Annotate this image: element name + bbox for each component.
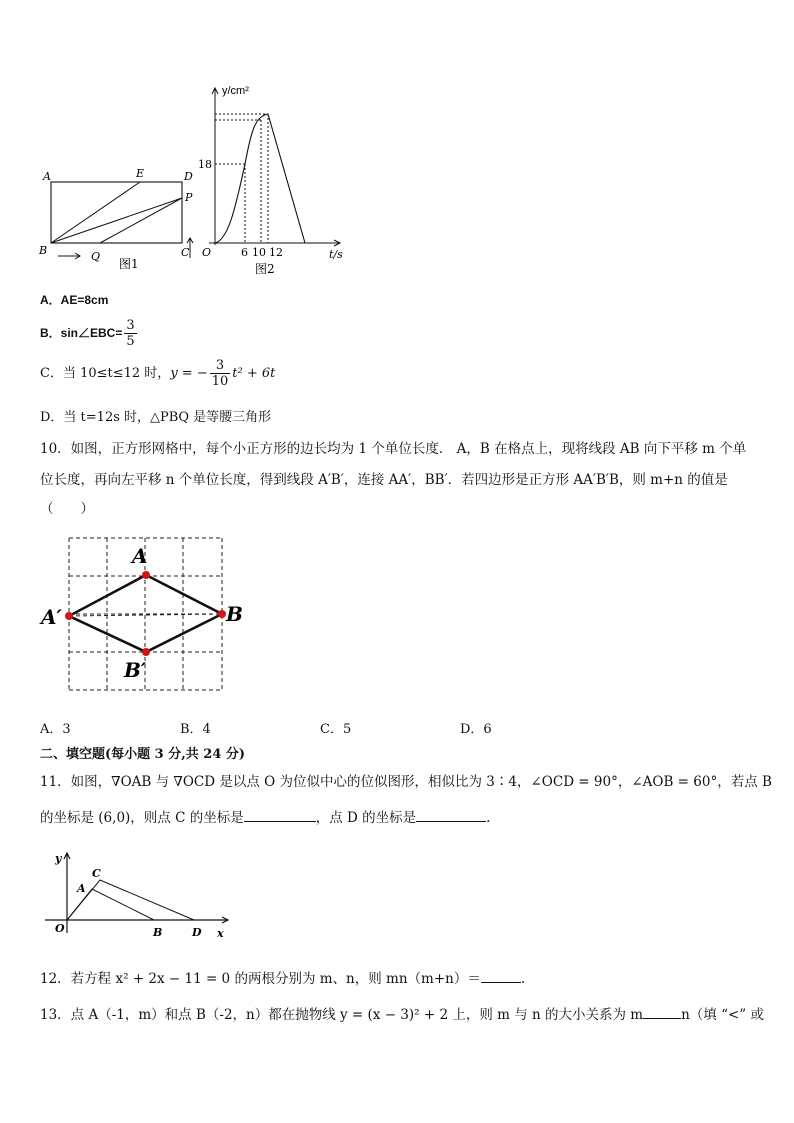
x-tick-10: 10	[252, 246, 266, 259]
label-b: B	[39, 244, 48, 257]
label-p: P	[185, 191, 193, 204]
label-y: y	[55, 852, 62, 865]
x-tick-12: 12	[269, 246, 283, 259]
label-a: A	[132, 544, 148, 568]
label-b: B	[153, 926, 163, 939]
point-a	[142, 571, 150, 579]
caption-fig1: 图1	[119, 257, 139, 271]
q9-option-b-fraction	[124, 318, 136, 349]
label-d: D	[184, 170, 193, 183]
q10-line3: （ ）	[40, 501, 94, 517]
label-x: x	[217, 927, 224, 940]
q9-option-b-prefix: B．sin∠EBC=	[40, 326, 123, 340]
triangle-ocd	[67, 880, 194, 920]
q10-option-a: A．3	[40, 722, 71, 737]
q10-line2: 位长度，再向左平移 n 个单位长度，得到线段 A′B′，连接 AA′，BB′．若四边形是正方形 AA′B′B，则 m+n 的值是	[40, 472, 728, 488]
figure-2	[195, 80, 355, 280]
fraction-denominator: 5	[126, 334, 135, 349]
q11-line1: 11．如图，∇OAB 与 ∇OCD 是以点 O 为位似中心的位似图形，相似比为 3∶4，∠OCD = 90°，∠AOB = 60°，若点 B	[40, 774, 772, 790]
y-tick-18: 18	[198, 158, 212, 171]
label-c: C	[92, 867, 101, 880]
x-tick-6: 6	[241, 246, 248, 259]
origin-label: O	[202, 246, 212, 259]
q13	[40, 1003, 764, 1023]
point-b-prime	[142, 648, 150, 656]
q11-line2-c: .	[486, 810, 491, 826]
label-d: D	[192, 926, 202, 939]
label-e: E	[136, 167, 145, 180]
answer-blank-d[interactable]	[416, 807, 486, 822]
q9-option-c-y: y = −	[170, 366, 208, 381]
q10-option-d: D．6	[460, 722, 492, 737]
answer-blank-c[interactable]	[244, 807, 316, 822]
q9-option-c-suffix: t² + 6t	[232, 366, 276, 381]
fraction-numerator: 3	[210, 358, 231, 374]
segment-qp	[100, 198, 182, 243]
q11-line2	[40, 806, 490, 826]
q13-text-b: n（填 “<” 或	[681, 1007, 765, 1023]
q12	[40, 967, 525, 987]
x-axis-label: t/s	[329, 248, 343, 261]
label-b-prime: B′	[124, 658, 147, 682]
figure-1	[30, 160, 210, 275]
answer-blank[interactable]	[643, 1004, 681, 1019]
q10-line1: 10．如图，正方形网格中，每个小正方形的边长均为 1 个单位长度． A，B 在格点上，现将线段 AB 向下平移 m 个单	[40, 441, 747, 457]
segment-be	[51, 182, 140, 243]
q9-option-c-prefix: C．当 10≤t≤12 时，	[40, 366, 171, 381]
q11-line2-a: 的坐标是 (6,0)，则点 C 的坐标是	[40, 810, 244, 826]
q11-line2-b: ，点 D 的坐标是	[315, 810, 417, 826]
q9-option-b	[40, 318, 139, 349]
figure-q11	[40, 845, 240, 945]
y-axis-label: y/cm²	[222, 85, 249, 97]
segment-bp	[51, 198, 182, 243]
q10-options	[40, 718, 600, 737]
q12-text-a: 12．若方程 x² + 2x − 11 = 0 的两根分别为 m、n，则 mn（m+n）＝	[40, 971, 481, 987]
q13-text-a: 13．点 A（-1，m）和点 B（-2，n）都在抛物线 y = (x − 3)² + 2 上，则 m 与 n 的大小关系为 m	[40, 1007, 644, 1023]
q9-option-d: D．当 t=12s 时，△PBQ 是等腰三角形	[40, 410, 272, 425]
q10-option-b: B．4	[180, 722, 211, 737]
figure-q10-grid	[38, 535, 243, 695]
q9-option-c	[40, 358, 275, 389]
fraction-numerator: 3	[126, 318, 135, 333]
label-b: B	[226, 602, 243, 626]
q12-text-b: .	[520, 971, 526, 987]
point-b	[218, 610, 226, 618]
caption-fig2: 图2	[255, 262, 275, 276]
label-a-prime: A′	[41, 605, 62, 629]
answer-blank[interactable]	[481, 968, 521, 983]
label-q: Q	[91, 250, 101, 263]
label-a: A	[43, 170, 51, 183]
label-a: A	[77, 882, 86, 895]
area-curve	[215, 114, 305, 243]
fraction-denominator: 10	[211, 374, 229, 389]
label-c: C	[181, 246, 190, 259]
point-a-prime	[65, 612, 73, 620]
q10-option-c: C．5	[320, 722, 352, 737]
label-o: O	[55, 922, 65, 935]
section-heading: 二、填空题(每小题 3 分,共 24 分)	[40, 747, 246, 762]
q9-option-c-fraction	[210, 358, 231, 389]
q9-option-a: A．AE=8cm	[40, 293, 109, 307]
